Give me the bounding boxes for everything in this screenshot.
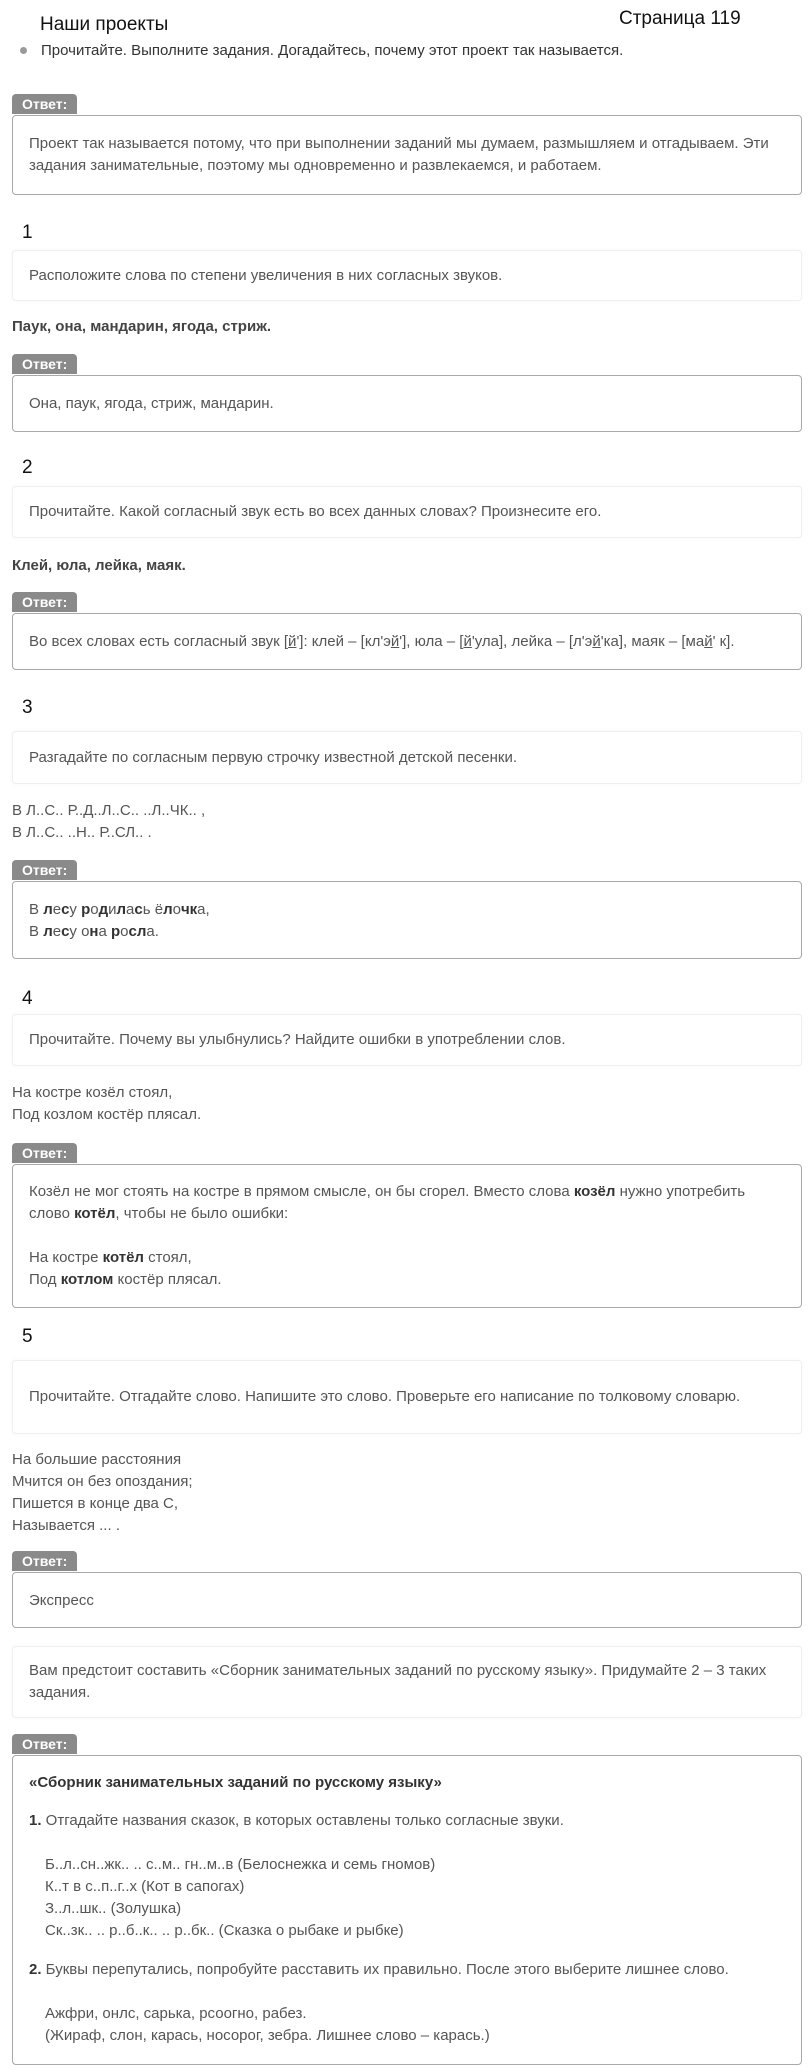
task-3-box <box>12 731 802 784</box>
task-4-number: 4 <box>22 988 33 1009</box>
task-4-poem-line: На костре козёл стоял, <box>12 1084 173 1101</box>
answer-badge: Ответ: <box>12 94 77 114</box>
task-1-words: Паук, она, мандарин, ягода, стриж. <box>12 318 271 335</box>
task-2-number: 2 <box>22 457 33 478</box>
task-3-text: Разгадайте по согласным первую строчку известной детской песенки. <box>29 748 518 766</box>
task-4-poem-line: Под козлом костёр плясал. <box>12 1106 202 1123</box>
task-2-answer-box <box>12 613 802 670</box>
task-6-answer-box <box>12 1755 802 2065</box>
collection-question-1: 1. Отгадайте названия сказок, в которых оставлены только согласные звуки. <box>29 1812 564 1829</box>
bullet-icon <box>20 47 27 54</box>
answer-badge: Ответ: <box>12 1734 77 1754</box>
task-2-words: Клей, юла, лейка, маяк. <box>12 557 186 574</box>
answer-badge: Ответ: <box>12 354 77 374</box>
task-2-answer: Во всех словах есть согласный звук [й']: клей – [кл'эй'], юла – [й'ула], лейка – [л'эй'ка], маяк – [май' к]. <box>29 633 735 650</box>
task-3-puzzle-line: В Л..С.. Р..Д..Л..С.. ..Л..ЧК.. , <box>12 802 206 819</box>
task-4-answer-line: На костре котёл стоял, <box>29 1249 192 1266</box>
task-4-text: Прочитайте. Почему вы улыбнулись? Найдите ошибки в употреблении слов. <box>29 1031 566 1048</box>
answer-badge: Ответ: <box>12 1551 77 1571</box>
task-5-box <box>12 1360 802 1434</box>
collection-question-1-items <box>29 1854 785 1942</box>
task-2-box <box>12 486 802 538</box>
task-1-box <box>12 250 802 301</box>
collection-title: «Сборник занимательных заданий по русскому языку» <box>29 1774 442 1791</box>
task-1-number: 1 <box>22 222 33 243</box>
list-item: (Жираф, слон, карась, носорог, зебра. Лишнее слово – карась.) <box>45 2027 490 2044</box>
intro-answer-box <box>12 115 802 195</box>
list-item: Б..л..сн..жк.. .. с..м.. гн..м..в (Белоснежка и семь гномов) <box>45 1856 436 1873</box>
collection-question-2: 2. Буквы перепутались, попробуйте расставить их правильно. После этого выберите лишнее слово. <box>29 1961 729 1978</box>
task-3-answer-line: В лесу она росла. <box>29 923 159 940</box>
collection-question-2-items <box>29 2003 785 2047</box>
task-6-text: Вам предстоит составить «Сборник занимательных заданий по русскому языку». Придумайте 2 – 3 таких задания. <box>29 1662 767 1701</box>
task-6-box <box>12 1646 802 1718</box>
task-2-text: Прочитайте. Какой согласный звук есть во всех данных словах? Произнесите его. <box>29 503 602 520</box>
task-3-puzzle <box>12 800 205 844</box>
answer-badge: Ответ: <box>12 860 77 880</box>
task-4-answer-line: Под котлом костёр плясал. <box>29 1271 222 1288</box>
task-3-puzzle-line: В Л..С.. ..Н.. Р..СЛ.. . <box>12 824 152 841</box>
list-item: Ск..зк.. .. р..б..к.. .. р..бк.. (Сказка о рыбаке и рыбке) <box>45 1922 404 1939</box>
page-title: Наши проекты <box>40 14 169 35</box>
page-number: Страница 119 <box>619 8 741 29</box>
task-4-box <box>12 1014 802 1066</box>
answer-badge: Ответ: <box>12 592 77 612</box>
task-5-answer-box <box>12 1572 802 1628</box>
list-item: К..т в с..п..г..х (Кот в сапогах) <box>45 1878 245 1895</box>
intro-text: Прочитайте. Выполните задания. Догадайтесь, почему этот проект так называется. <box>41 42 624 59</box>
task-4-answer-text: Козёл не мог стоять на костре в прямом смысле, он бы сгорел. Вместо слова козёл нужно употребить слово котёл, чтобы не было ошибки: <box>29 1183 746 1222</box>
list-item: З..л..шк.. (Золушка) <box>45 1900 182 1917</box>
task-5-riddle <box>12 1449 193 1537</box>
task-1-text: Расположите слова по степени увеличения в них согласных звуков. <box>29 266 503 284</box>
task-4-poem <box>12 1082 201 1126</box>
task-3-answer-line: В лесу родилась ёлочка, <box>29 901 210 918</box>
answer-badge: Ответ: <box>12 1143 77 1163</box>
task-5-riddle-line: Мчится он без опоздания; <box>12 1473 193 1490</box>
task-5-answer: Экспресс <box>29 1592 94 1609</box>
intro-instruction <box>20 42 623 59</box>
task-5-number: 5 <box>22 1326 33 1347</box>
task-5-riddle-line: Называется ... . <box>12 1517 120 1534</box>
task-5-riddle-line: На большие расстояния <box>12 1451 182 1468</box>
intro-answer-text: Проект так называется потому, что при выполнении заданий мы думаем, размышляем и отгадываем. Эти задания занимательные, поэтому мы одновременно и развлекаемся, и работаем. <box>29 135 769 174</box>
task-1-answer-box <box>12 375 802 432</box>
task-3-answer-box <box>12 881 802 959</box>
task-4-answer-box <box>12 1164 802 1308</box>
list-item: Ажфри, онлс, сарька, рсоогно, рабез. <box>45 2005 307 2022</box>
task-5-text: Прочитайте. Отгадайте слово. Напишите это слово. Проверьте его написание по толковому словарю. <box>29 1388 741 1405</box>
task-3-number: 3 <box>22 697 33 718</box>
task-1-answer: Она, паук, ягода, стриж, мандарин. <box>29 395 274 412</box>
task-5-riddle-line: Пишется в конце два С, <box>12 1495 179 1512</box>
